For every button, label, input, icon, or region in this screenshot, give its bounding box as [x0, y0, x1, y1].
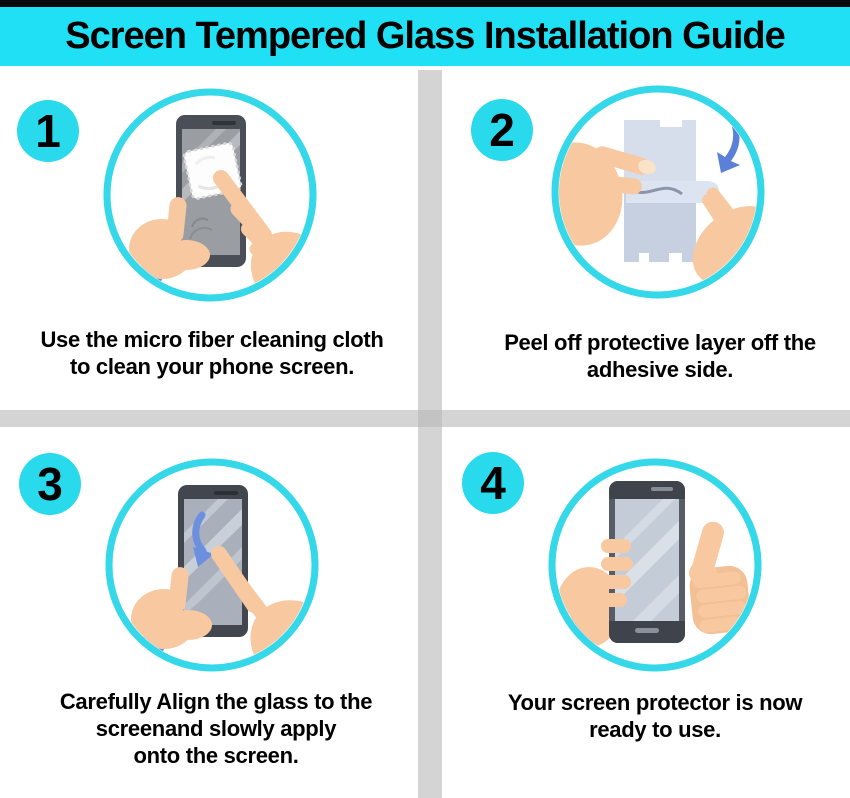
top-border	[0, 0, 850, 7]
step-1-number: 1	[35, 105, 61, 157]
step-3-illustration	[102, 455, 322, 675]
step-4-caption	[508, 689, 802, 743]
step-1-illustration	[100, 85, 320, 305]
divider-intersection	[418, 410, 442, 427]
step-2-number-badge	[471, 99, 533, 161]
caption-line: Carefully Align the glass to the	[59, 689, 373, 714]
step-3-number: 3	[37, 458, 63, 510]
caption-line: adhesive side.	[586, 357, 734, 382]
header-bar	[0, 7, 850, 66]
caption-line: Your screen protector is now	[507, 690, 803, 715]
step-4-illustration	[545, 455, 765, 675]
step-2-illustration	[548, 82, 768, 302]
caption-line: screenand slowly apply	[95, 716, 337, 741]
step-2-caption	[504, 329, 816, 383]
caption-line: ready to use.	[589, 717, 721, 742]
step-4-number-badge	[462, 452, 524, 514]
caption-line: Use the micro fiber cleaning cloth	[40, 327, 384, 352]
step-1-number-badge	[17, 100, 79, 162]
step-2-number: 2	[489, 104, 515, 156]
caption-line: Peel off protective layer off the	[504, 330, 816, 355]
step-3-caption	[60, 688, 372, 769]
page-title: Screen Tempered Glass Installation Guide	[65, 15, 785, 57]
caption-line: onto the screen.	[133, 743, 299, 768]
left-fingers	[162, 240, 210, 270]
step-3-number-badge	[19, 453, 81, 515]
vertical-divider	[418, 70, 442, 798]
step-4-number: 4	[480, 457, 506, 509]
left-fingers	[164, 610, 212, 640]
caption-line: to clean your phone screen.	[69, 354, 355, 379]
step-1-caption	[40, 326, 383, 380]
